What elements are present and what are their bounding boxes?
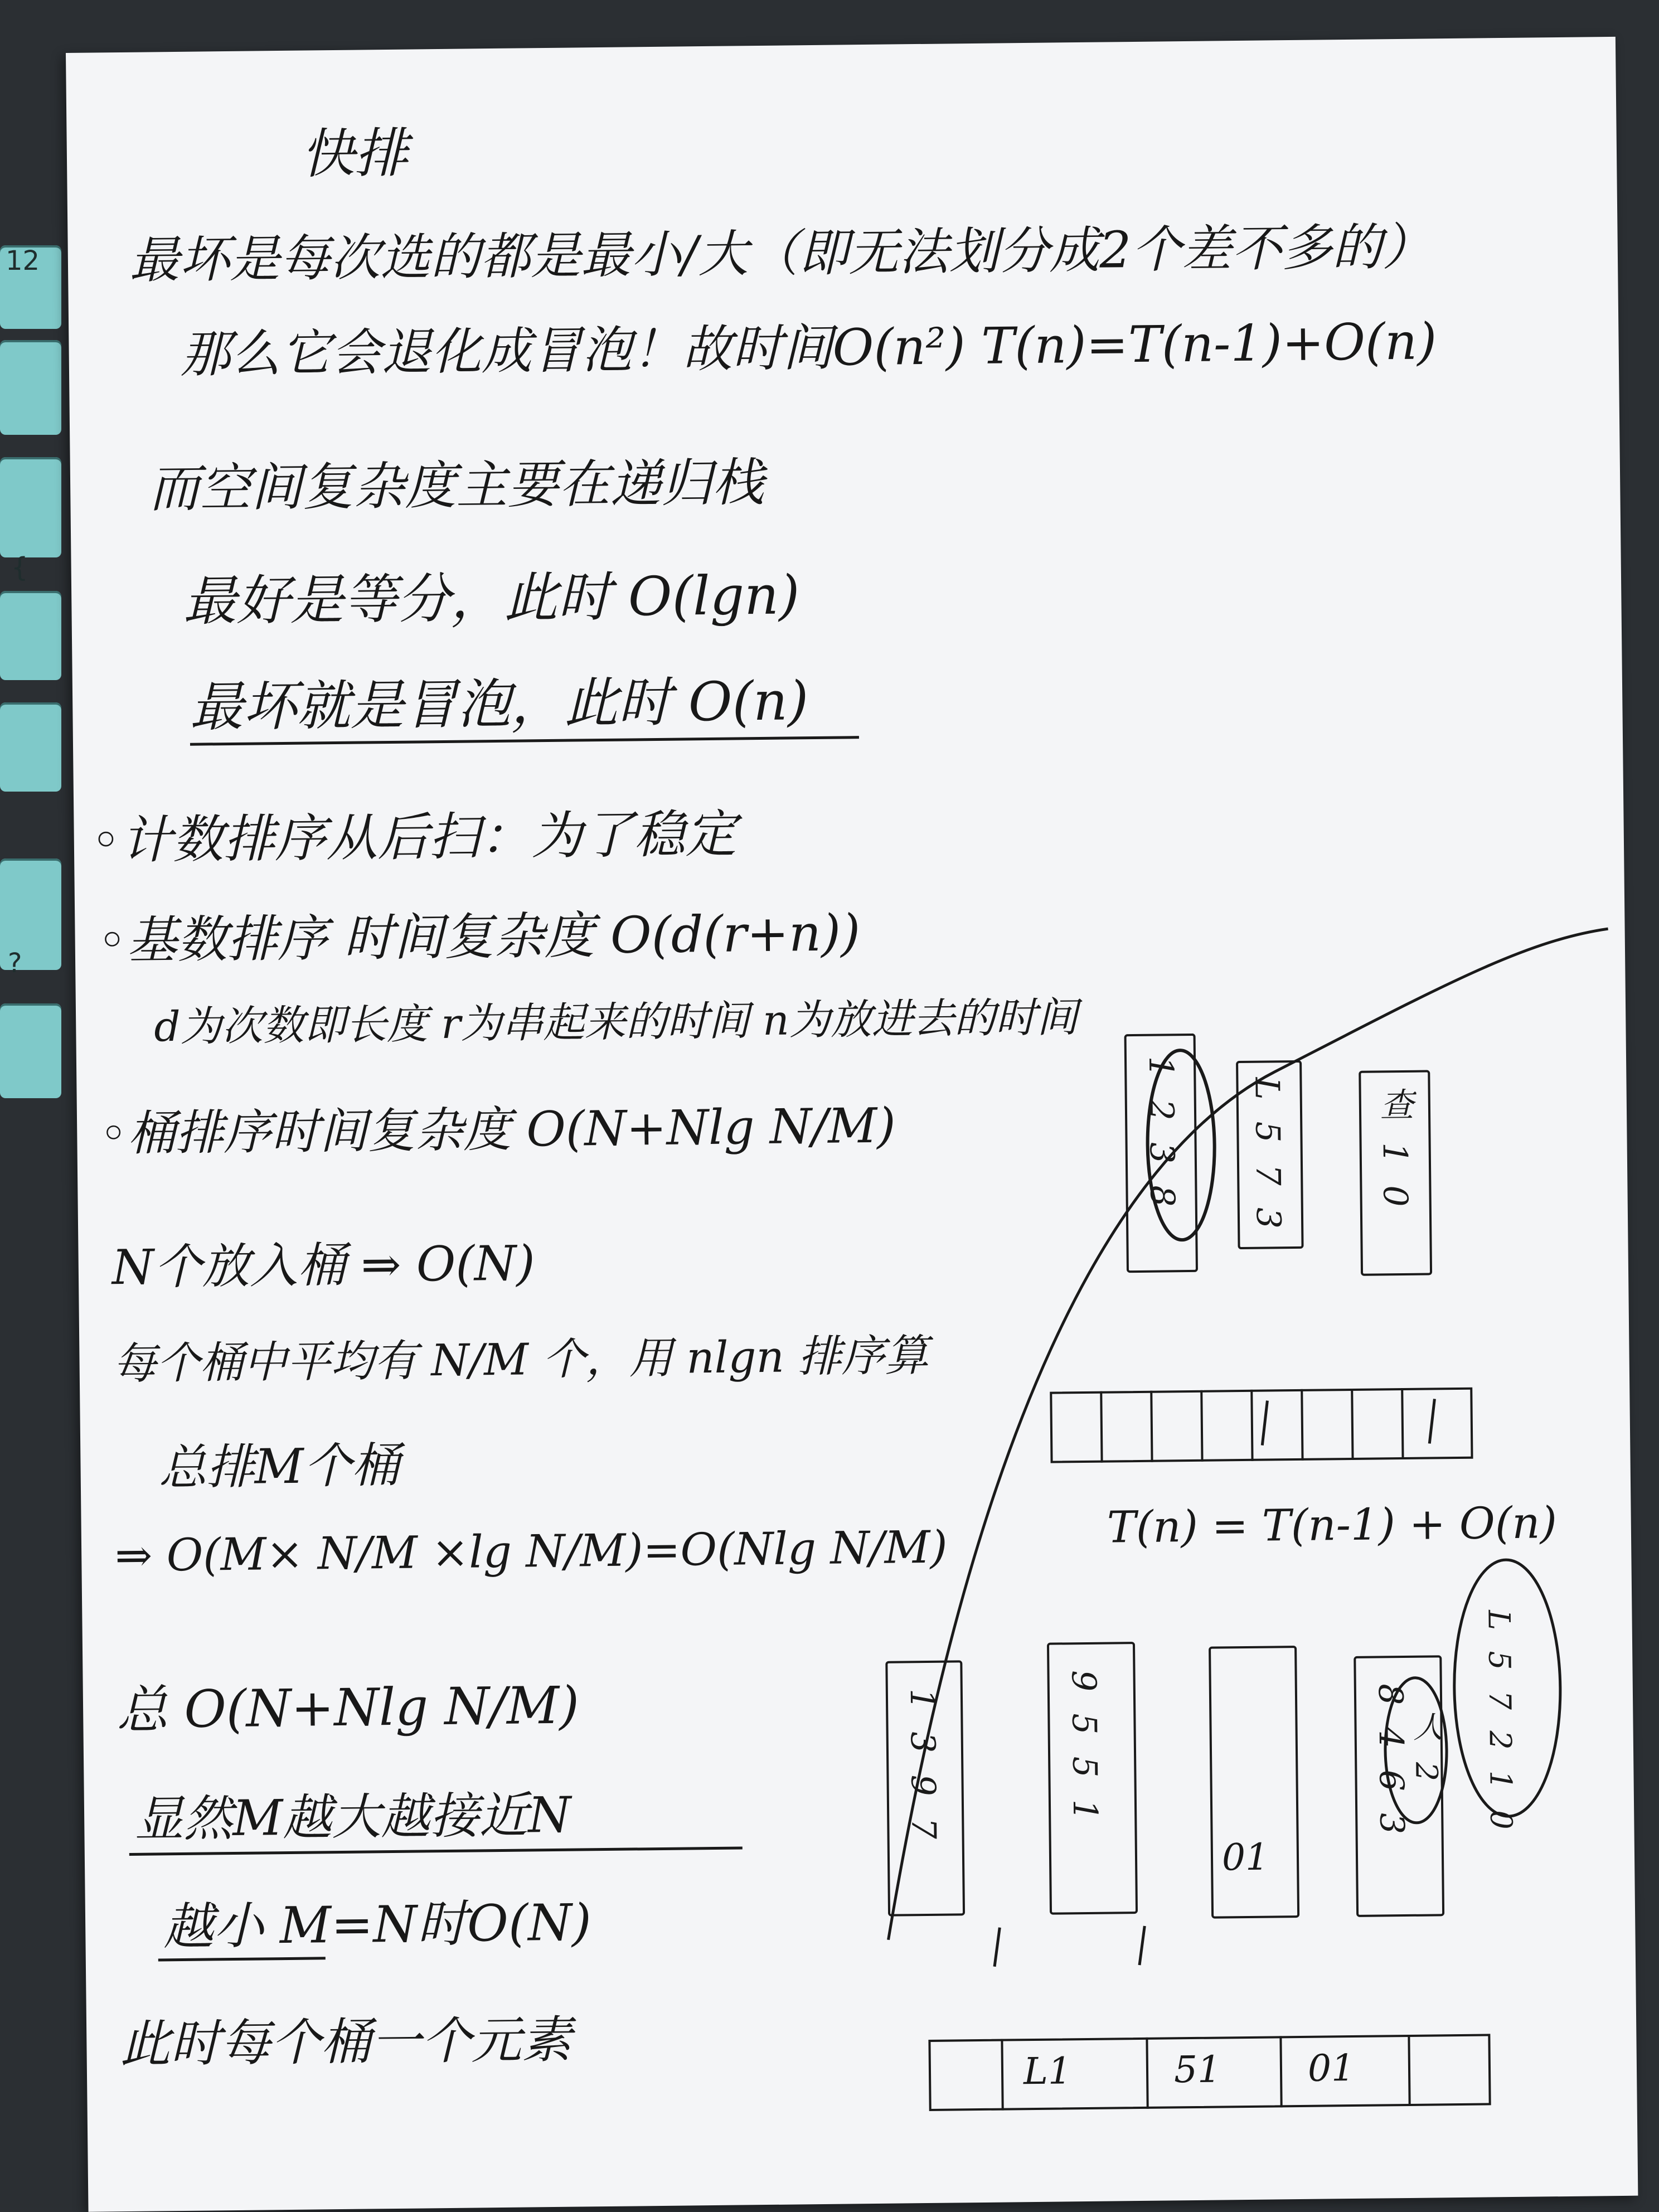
top-bucket-contents: 查 1 0 [1374, 1086, 1415, 1213]
keyboard-label-question: ? [8, 948, 22, 979]
bucket-sort-note: ◦桶排序时间复杂度 O(N+Nlg N/M) [99, 1098, 896, 1162]
bucket-step-1: N个放入桶 ⇒ O(N) [111, 1235, 536, 1296]
array-cell-value: 01 [1307, 2046, 1355, 2090]
bucket-conclusion-1: 显然M越大越接近N [134, 1786, 571, 1848]
bucket-step-2: 每个桶中平均有 N/M 个，用 nlgn 排序算 [113, 1330, 929, 1390]
radix-sort-legend: d为次数即长度 r为串起来的时间 n为放进去的时间 [153, 993, 1079, 1051]
quicksort-note-5: 最坏就是冒泡，此时 O(n) [189, 670, 809, 739]
bottom-bucket-contents: 9 5 5 1 [1064, 1670, 1105, 1827]
keyboard-key [0, 702, 61, 792]
bottom-bucket-contents: 8 4 6 3 [1370, 1683, 1411, 1840]
quicksort-note-2: 那么它会退化成冒泡！故时间O(n²) T(n)=T(n-1)+O(n) [180, 312, 1437, 384]
quicksort-note-1: 最坏是每次选的都是最小/大（即无法划分成2个差不多的） [129, 217, 1433, 290]
keyboard-key [0, 1003, 61, 1098]
bucket-step-3: 总排M个桶 [158, 1437, 400, 1496]
keyboard-key [0, 457, 61, 557]
array-cell-value: L1 [1023, 2049, 1072, 2093]
bucket-array-top [1050, 1388, 1473, 1463]
top-bucket-contents: L 5 7 3 [1247, 1077, 1288, 1235]
keyboard-key [0, 591, 61, 680]
side-bucket-contents: L 5 7 2 1 0 [1481, 1609, 1519, 1836]
side-bucket-contents: 人 2 [1408, 1711, 1444, 1787]
counting-sort-note: ◦计数排序从后扫：为了稳定 [90, 804, 737, 871]
bottom-bucket-contents: 01 [1221, 1835, 1269, 1879]
page-title: 快排 [300, 122, 409, 186]
keyboard-label-brace: { [11, 552, 28, 583]
keyboard-label-12: 12 [6, 245, 40, 276]
array-cell-value: 51 [1173, 2048, 1221, 2092]
recurrence-formula: T(n) = T(n-1) + O(n) [1107, 1498, 1558, 1553]
quicksort-note-3: 而空间复杂度主要在递归栈 [148, 452, 764, 519]
keyboard-key [0, 340, 61, 435]
bucket-conclusion-2: 越小 M=N时O(N) [163, 1893, 592, 1957]
notebook-page [66, 37, 1638, 2212]
bucket-conclusion-3: 此时每个桶一个元素 [119, 2010, 572, 2074]
top-bucket-contents: 1 2 3 8 [1141, 1056, 1182, 1212]
bucket-total: 总 O(N+Nlg N/M) [116, 1675, 580, 1740]
radix-sort-note: ◦基数排序 时间复杂度 O(d(r+n)) [97, 904, 861, 971]
quicksort-note-4: 最好是等分，此时 O(lgn) [182, 564, 800, 633]
bucket-step-4: ⇒ O(M× N/M ×lg N/M)=O(Nlg N/M) [114, 1521, 948, 1582]
bottom-bucket-contents: 1 3 9 7 [902, 1688, 943, 1845]
